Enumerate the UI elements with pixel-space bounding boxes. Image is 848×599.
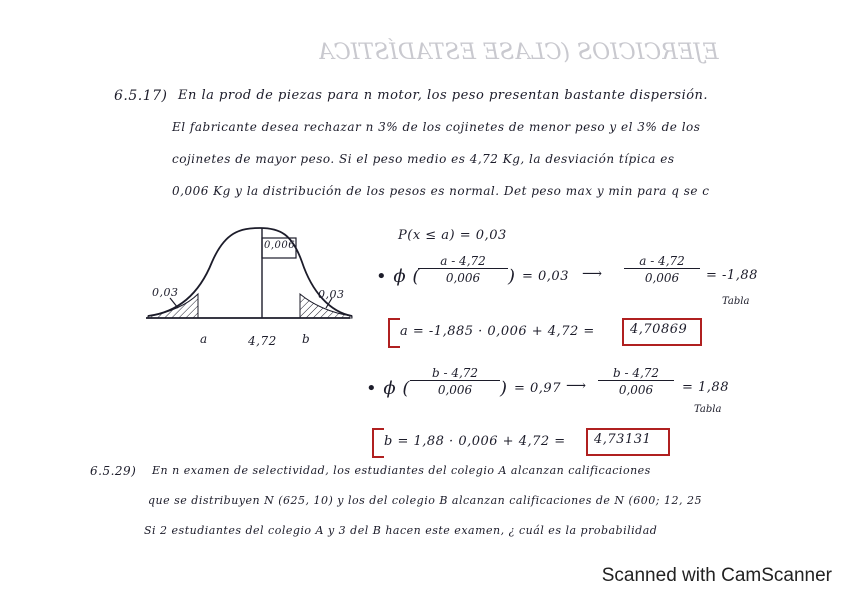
phi-symbol-b: • ϕ ( xyxy=(366,378,410,399)
diagram-mean-label: 4,72 xyxy=(248,334,277,348)
problem-17-line-4: 0,006 Kg y la distribución de los pesos es normal. Det peso max y min para q se c xyxy=(172,184,710,198)
table-note-b: Tabla xyxy=(694,404,722,415)
calc-line-a: a = -1,885 · 0,006 + 4,72 = xyxy=(400,324,595,339)
arrow-b: ⟶ xyxy=(566,378,587,394)
problem-29-line-3: Si 2 estudiantes del colegio A y 3 del B hacen este examen, ¿ cuál es la probabilidad xyxy=(144,524,658,537)
arrow-a: ⟶ xyxy=(582,266,603,282)
phi-fraction-a-num: a - 4,72 xyxy=(418,254,508,269)
phi-fraction-b xyxy=(410,366,500,397)
phi-symbol-a: • ϕ ( xyxy=(376,266,420,287)
bracket-b xyxy=(372,428,384,458)
camscanner-watermark: Scanned with CamScanner xyxy=(601,565,832,586)
problem-29-line-2: que se distribuyen N (625, 10) y los del colegio B alcanzan calificaciones de N (600; 12, 25 xyxy=(148,494,702,507)
phi-close-a: ) xyxy=(508,266,516,287)
diagram-right-tail-label: 0,03 xyxy=(318,288,345,301)
z-fraction-a xyxy=(624,254,700,285)
diagram-left-tail-label: 0,03 xyxy=(152,286,179,299)
z-fraction-b-num: b - 4,72 xyxy=(598,366,674,381)
phi-fraction-b-den: 0,006 xyxy=(437,383,473,397)
phi-rhs-b: = 0,97 xyxy=(514,381,561,396)
mirrored-header: EJERCICIOS (CLASE ESTADÍSTICA xyxy=(318,40,719,65)
phi-fraction-a-den: 0,006 xyxy=(445,271,481,285)
z-result-b: = 1,88 xyxy=(682,380,729,395)
z-result-a: = -1,88 xyxy=(706,268,758,283)
phi-fraction-a xyxy=(418,254,508,285)
diagram-a-label: a xyxy=(200,332,208,346)
phi-close-b: ) xyxy=(500,378,508,399)
phi-fraction-b-num: b - 4,72 xyxy=(410,366,500,381)
problem-17-number xyxy=(114,88,168,104)
diagram-std-label: 0,006 xyxy=(264,240,296,251)
answer-a: 4,70869 xyxy=(630,322,688,337)
problem-29-line-1: En n examen de selectividad, los estudiantes del colegio A alcanzan calificaciones xyxy=(152,464,651,477)
problem-17-line-3: cojinetes de mayor peso. Si el peso medio es 4,72 Kg, la desviación típica es xyxy=(172,152,675,166)
problem-17-line-1: En la prod de piezas para n motor, los peso presentan bastante dispersión. xyxy=(178,88,709,103)
z-fraction-b-den: 0,006 xyxy=(618,383,654,397)
diagram-b-label: b xyxy=(302,332,311,346)
z-fraction-a-num: a - 4,72 xyxy=(624,254,700,269)
phi-rhs-a: = 0,03 xyxy=(522,269,569,284)
answer-b: 4,73131 xyxy=(594,432,652,447)
bell-curve xyxy=(148,228,352,316)
prob-a-statement: P(x ≤ a) = 0,03 xyxy=(398,228,507,243)
problem-17-number-text: 6.5.17) xyxy=(114,88,168,104)
problem-29-number: 6.5.29) xyxy=(90,464,137,478)
table-note-a: Tabla xyxy=(722,296,750,307)
z-fraction-b xyxy=(598,366,674,397)
bracket-a xyxy=(388,318,400,348)
problem-17-line-2: El fabricante desea rechazar n 3% de los cojinetes de menor peso y el 3% de los xyxy=(172,120,701,134)
calc-line-b: b = 1,88 · 0,006 + 4,72 = xyxy=(384,434,566,449)
normal-curve-diagram xyxy=(140,222,360,332)
z-fraction-a-den: 0,006 xyxy=(644,271,680,285)
